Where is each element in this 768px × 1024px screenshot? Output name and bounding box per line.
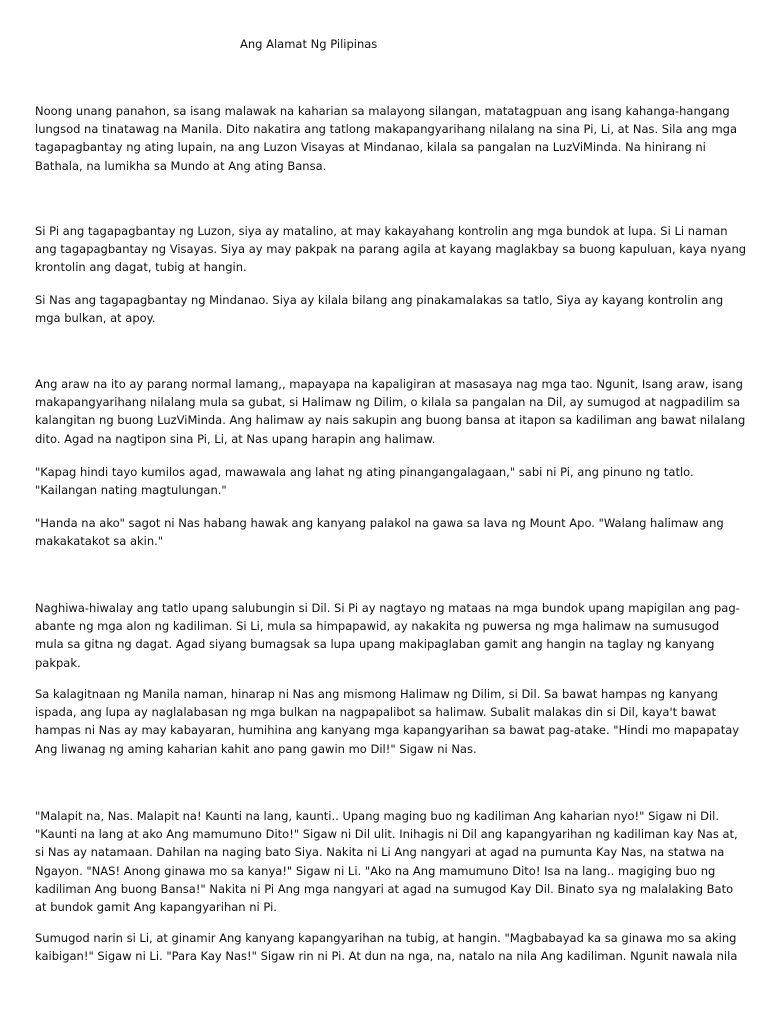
paragraph-line: Sa kalagitnaan ng Manila naman, hinarap ni Nas ang mismong Halimaw ng Dilim, si Dil. Sa bawat hampas ng kanyang xyxy=(35,687,718,701)
paragraph-line: Si Nas ang tagapagbantay ng Mindanao. Siya ay kilala bilang ang pinakamalakas sa tatlo, Siya ay kayang kontrolin ang xyxy=(35,293,724,307)
paragraph-line: dito. Agad na nagtipon sina Pi, Li, at Nas upang harapin ang halimaw. xyxy=(35,431,436,446)
paragraph-line: makakatakot sa akin." xyxy=(35,534,164,549)
paragraph-line: tagapagbantay ng ating lupain, na ang Luzon Visayas at Mindanao, kilala sa pangalan na LuzViMinda. Na hinirang ni xyxy=(35,140,706,155)
paragraph-line: Ngayon. "NAS! Anong ginawa mo sa kanya!" Sigaw ni Li. "Ako na Ang mamumuno Dito! Isa na lang.. magiging buo ng xyxy=(35,863,716,878)
paragraph-line: "Kapag hindi tayo kumilos agad, mawawala ang lahat ng ating pinangangalagaan," sabi ni Pi, ang pinuno ng tatlo. xyxy=(35,465,694,479)
paragraph-line: kaibigan!" Sigaw ni Li. "Para Kay Nas!" Sigaw rin ni Pi. At dun na nga, na, natalo na nila Ang kadiliman. Ngunit nawala nila xyxy=(35,949,738,964)
paragraph-line: Ang liwanag ng aming kaharian kahit ano pang gawin mo Dil!" Sigaw ni Nas. xyxy=(35,741,477,756)
paragraph-9 xyxy=(35,807,738,916)
paragraph-line: abante ng mga alon ng kadiliman. Si Li, mula sa himpapawid, ay nakakita ng puwersa ng mga halimaw na sumusugod xyxy=(35,619,720,634)
paragraph-line: Si Pi ang tagapagbantay ng Luzon, siya ay matalino, at may kakayahang kontrolin ang mga bundok at lupa. Si Li naman xyxy=(35,224,728,238)
paragraph-line: pakpak. xyxy=(35,655,81,670)
document-title: Ang Alamat Ng Pilipinas xyxy=(240,37,378,51)
paragraph-line: kalangitan ng buong LuzViMinda. Ang halimaw ay nais sakupin ang buong bansa at itapon sa kadiliman ang bawat nilalang xyxy=(35,413,746,428)
paragraph-line: Naghiwa-hiwalay ang tatlo upang salubungin si Dil. Si Pi ay nagtayo ng mataas na mga bundok upang mapigilan ang pag- xyxy=(35,601,740,615)
paragraph-line: ang tagapagbantay ng Visayas. Siya ay may pakpak na parang agila at kayang maglakbay sa buong kapuluan, kaya nyang xyxy=(35,242,747,257)
paragraph-7 xyxy=(35,599,740,672)
paragraph-line: kadiliman Ang buong Bansa!" Nakita ni Pi Ang mga nangyari at agad na sumugod Kay Dil. Binato sya ng malalaking Bato xyxy=(35,881,734,896)
paragraph-line: si Nas ay natamaan. Dahilan na naging bato Siya. Nakita ni Li Ang nangyari at agad na pumunta Kay Nas, na statwa na xyxy=(35,845,725,860)
paragraph-3 xyxy=(35,291,735,327)
paragraph-line: "Handa na ako" sagot ni Nas habang hawak ang kanyang palakol na gawa sa lava ng Mount Apo. "Walang halimaw ang xyxy=(35,516,724,530)
paragraph-line: "Malapit na, Nas. Malapit na! Kaunti na lang, kaunti.. Upang maging buo ng kadiliman Ang kaharian nyo!" Sigaw ni Dil. xyxy=(35,809,720,823)
paragraph-line: Noong unang panahon, sa isang malawak na kaharian sa malayong silangan, matatagpuan ang isang kahanga-hangang xyxy=(35,104,730,118)
paragraph-line: "Kailangan nating magtulungan." xyxy=(35,483,227,498)
paragraph-line: ispada, ang lupa ay naglalabasan ng mga bulkan na nagpapalibot sa halimaw. Subalit malakas din si Dil, kaya't bawat xyxy=(35,705,717,720)
paragraph-line: Bathala, na lumikha sa Mundo at Ang ating Bansa. xyxy=(35,158,327,173)
paragraph-line: krontolin ang dagat, tubig at hangin. xyxy=(35,260,247,275)
paragraph-6 xyxy=(35,514,735,550)
paragraph-2 xyxy=(35,222,747,277)
paragraph-line: at bundok gamit Ang kapangyarihan ni Pi. xyxy=(35,900,277,915)
paragraph-10 xyxy=(35,929,738,965)
paragraph-line: Ang araw na ito ay parang normal lamang,, mapayapa na kapaligiran at masasaya nag mga tao. Ngunit, Isang araw, isang xyxy=(35,377,743,391)
paragraph-line: "Kaunti na lang at ako Ang mamumuno Dito!" Sigaw ni Dil ulit. Inihagis ni Dil ang kapangyarihan ng kadiliman kay Nas at, xyxy=(35,827,738,842)
paragraph-4 xyxy=(35,375,746,448)
paragraph-line: mula sa gitna ng dagat. Agad siyang bumagsak sa lupa upang makipaglaban gamit ang hangin na taglay ng kanyang xyxy=(35,637,715,652)
paragraph-line: Sumugod narin si Li, at ginamir Ang kanyang kapangyarihan na tubig, at hangin. "Magbabayad ka sa ginawa mo sa aking xyxy=(35,931,737,945)
paragraph-line: lungsod na tinatawag na Manila. Dito nakatira ang tatlong makapangyarihang nilalang na sina Pi, Li, at Nas. Sila ang mga xyxy=(35,122,738,137)
paragraph-1 xyxy=(35,102,738,175)
paragraph-line: mga bulkan, at apoy. xyxy=(35,311,156,326)
paragraph-8 xyxy=(35,685,740,758)
paragraph-line: makapangyarihang nilalang mula sa gubat, si Halimaw ng Dilim, o kilala sa pangalan na Dil, ay sumugod at nagpadilim sa xyxy=(35,395,741,410)
paragraph-line: hampas ni Nas ay may kabayaran, humihina ang kanyang mga kapangyarihan sa bawat pag-atake. "Hindi mo mapapatay xyxy=(35,723,740,738)
paragraph-5 xyxy=(35,463,735,499)
